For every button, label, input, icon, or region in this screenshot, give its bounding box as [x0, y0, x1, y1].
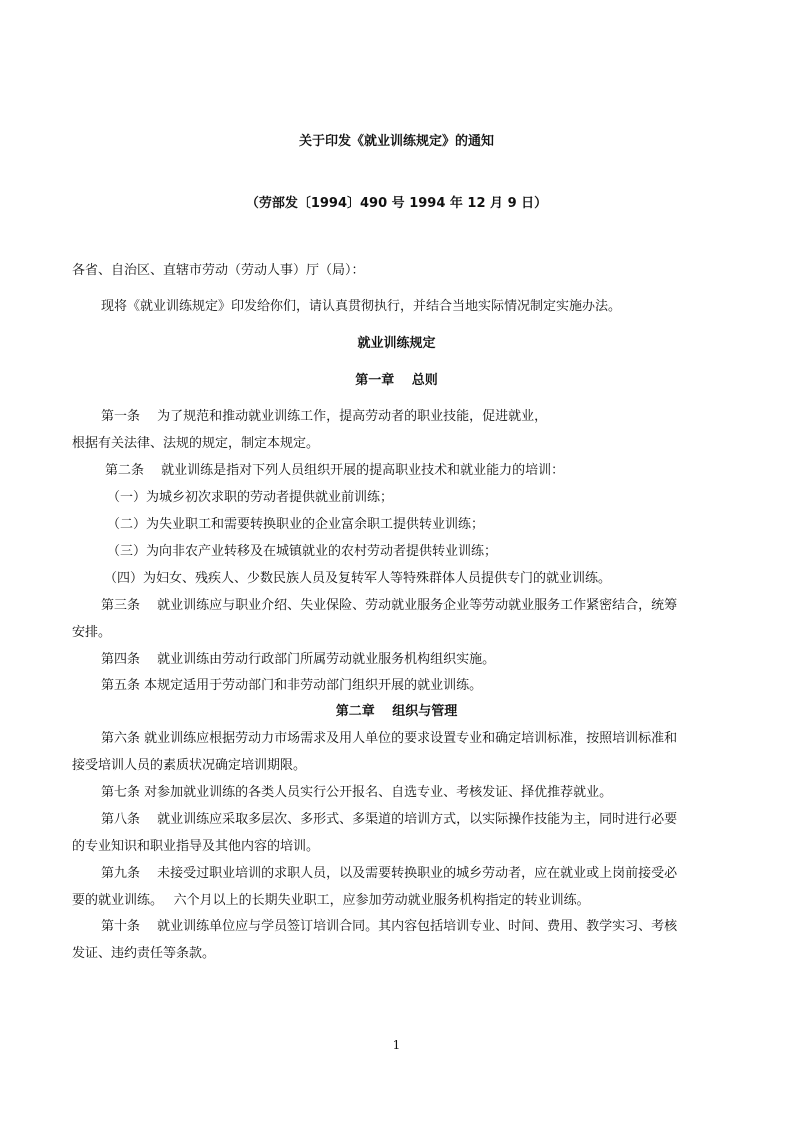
page-number: 1: [392, 1038, 401, 1052]
article-10-continued: 发证、违约责任等条款。: [72, 946, 216, 961]
article-9-continued: 要的就业训练。 六个月以上的长期失业职工，应参加劳动就业服务机构指定的转业训练。: [72, 893, 590, 908]
article-1-continued: 根据有关法律、法规的规定，制定本规定。: [72, 436, 320, 451]
addressee: 各省、自治区、直辖市劳动（劳动人事）厅（局）：: [72, 263, 365, 278]
chapter-2-heading: 第二章 组织与管理: [335, 704, 458, 719]
article-2-item-4: （四）为妇女、残疾人、少数民族人员及复转军人等特殊群体人员提供专门的就业训练。: [104, 571, 612, 586]
notice-title: 关于印发《就业训练规定》的通知: [298, 134, 494, 149]
article-2-item-3: （三）为向非农产业转移及在城镇就业的农村劳动者提供转业训练；: [107, 544, 498, 559]
article-9: 第九条 未接受过职业培训的求职人员，以及需要转换职业的城乡劳动者，应在就业或上岗前接受必: [101, 866, 678, 881]
article-2: 第二条 就业训练是指对下列人员组织开展的提高职业技术和就业能力的培训：: [105, 463, 565, 478]
article-6: 第六条 就业训练应根据劳动力市场需求及用人单位的要求设置专业和确定培训标准，按照培训标准和: [101, 731, 678, 746]
article-2-item-1: （一）为城乡初次求职的劳动者提供就业前训练；: [107, 490, 394, 505]
document-number: （劳部发〔1994〕490 号 1994 年 12 月 9 日）: [245, 196, 548, 211]
notice-body: 现将《就业训练规定》印发给你们，请认真贯彻执行，并结合当地实际情况制定实施办法。: [101, 299, 622, 314]
article-3: 第三条 就业训练应与职业介绍、失业保险、劳动就业服务企业等劳动就业服务工作紧密结合，统筹: [101, 598, 678, 613]
article-7: 第七条 对参加就业训练的各类人员实行公开报名、自选专业、考核发证、择优推荐就业。: [101, 785, 613, 800]
regulation-title: 就业训练规定: [357, 336, 436, 351]
article-3-continued: 安排。: [72, 625, 112, 640]
article-4: 第四条 就业训练由劳动行政部门所属劳动就业服务机构组织实施。: [101, 652, 496, 667]
article-8: 第八条 就业训练应采取多层次、多形式、多渠道的培训方式，以实际操作技能为主，同时进行必要: [101, 812, 678, 827]
article-8-continued: 的专业知识和职业指导及其他内容的培训。: [72, 839, 320, 854]
article-2-item-2: （二）为失业职工和需要转换职业的企业富余职工提供转业训练；: [107, 517, 485, 532]
chapter-1-heading: 第一章 总则: [355, 373, 438, 388]
article-5: 第五条 本规定适用于劳动部门和非劳动部门组织开展的就业训练。: [101, 678, 483, 693]
article-6-continued: 接受培训人员的素质状况确定培训期限。: [72, 758, 307, 773]
article-10: 第十条 就业训练单位应与学员签订培训合同。其内容包括培训专业、时间、费用、教学实习、考核: [101, 919, 678, 934]
article-1: 第一条 为了规范和推动就业训练工作，提高劳动者的职业技能，促进就业，: [101, 409, 548, 424]
